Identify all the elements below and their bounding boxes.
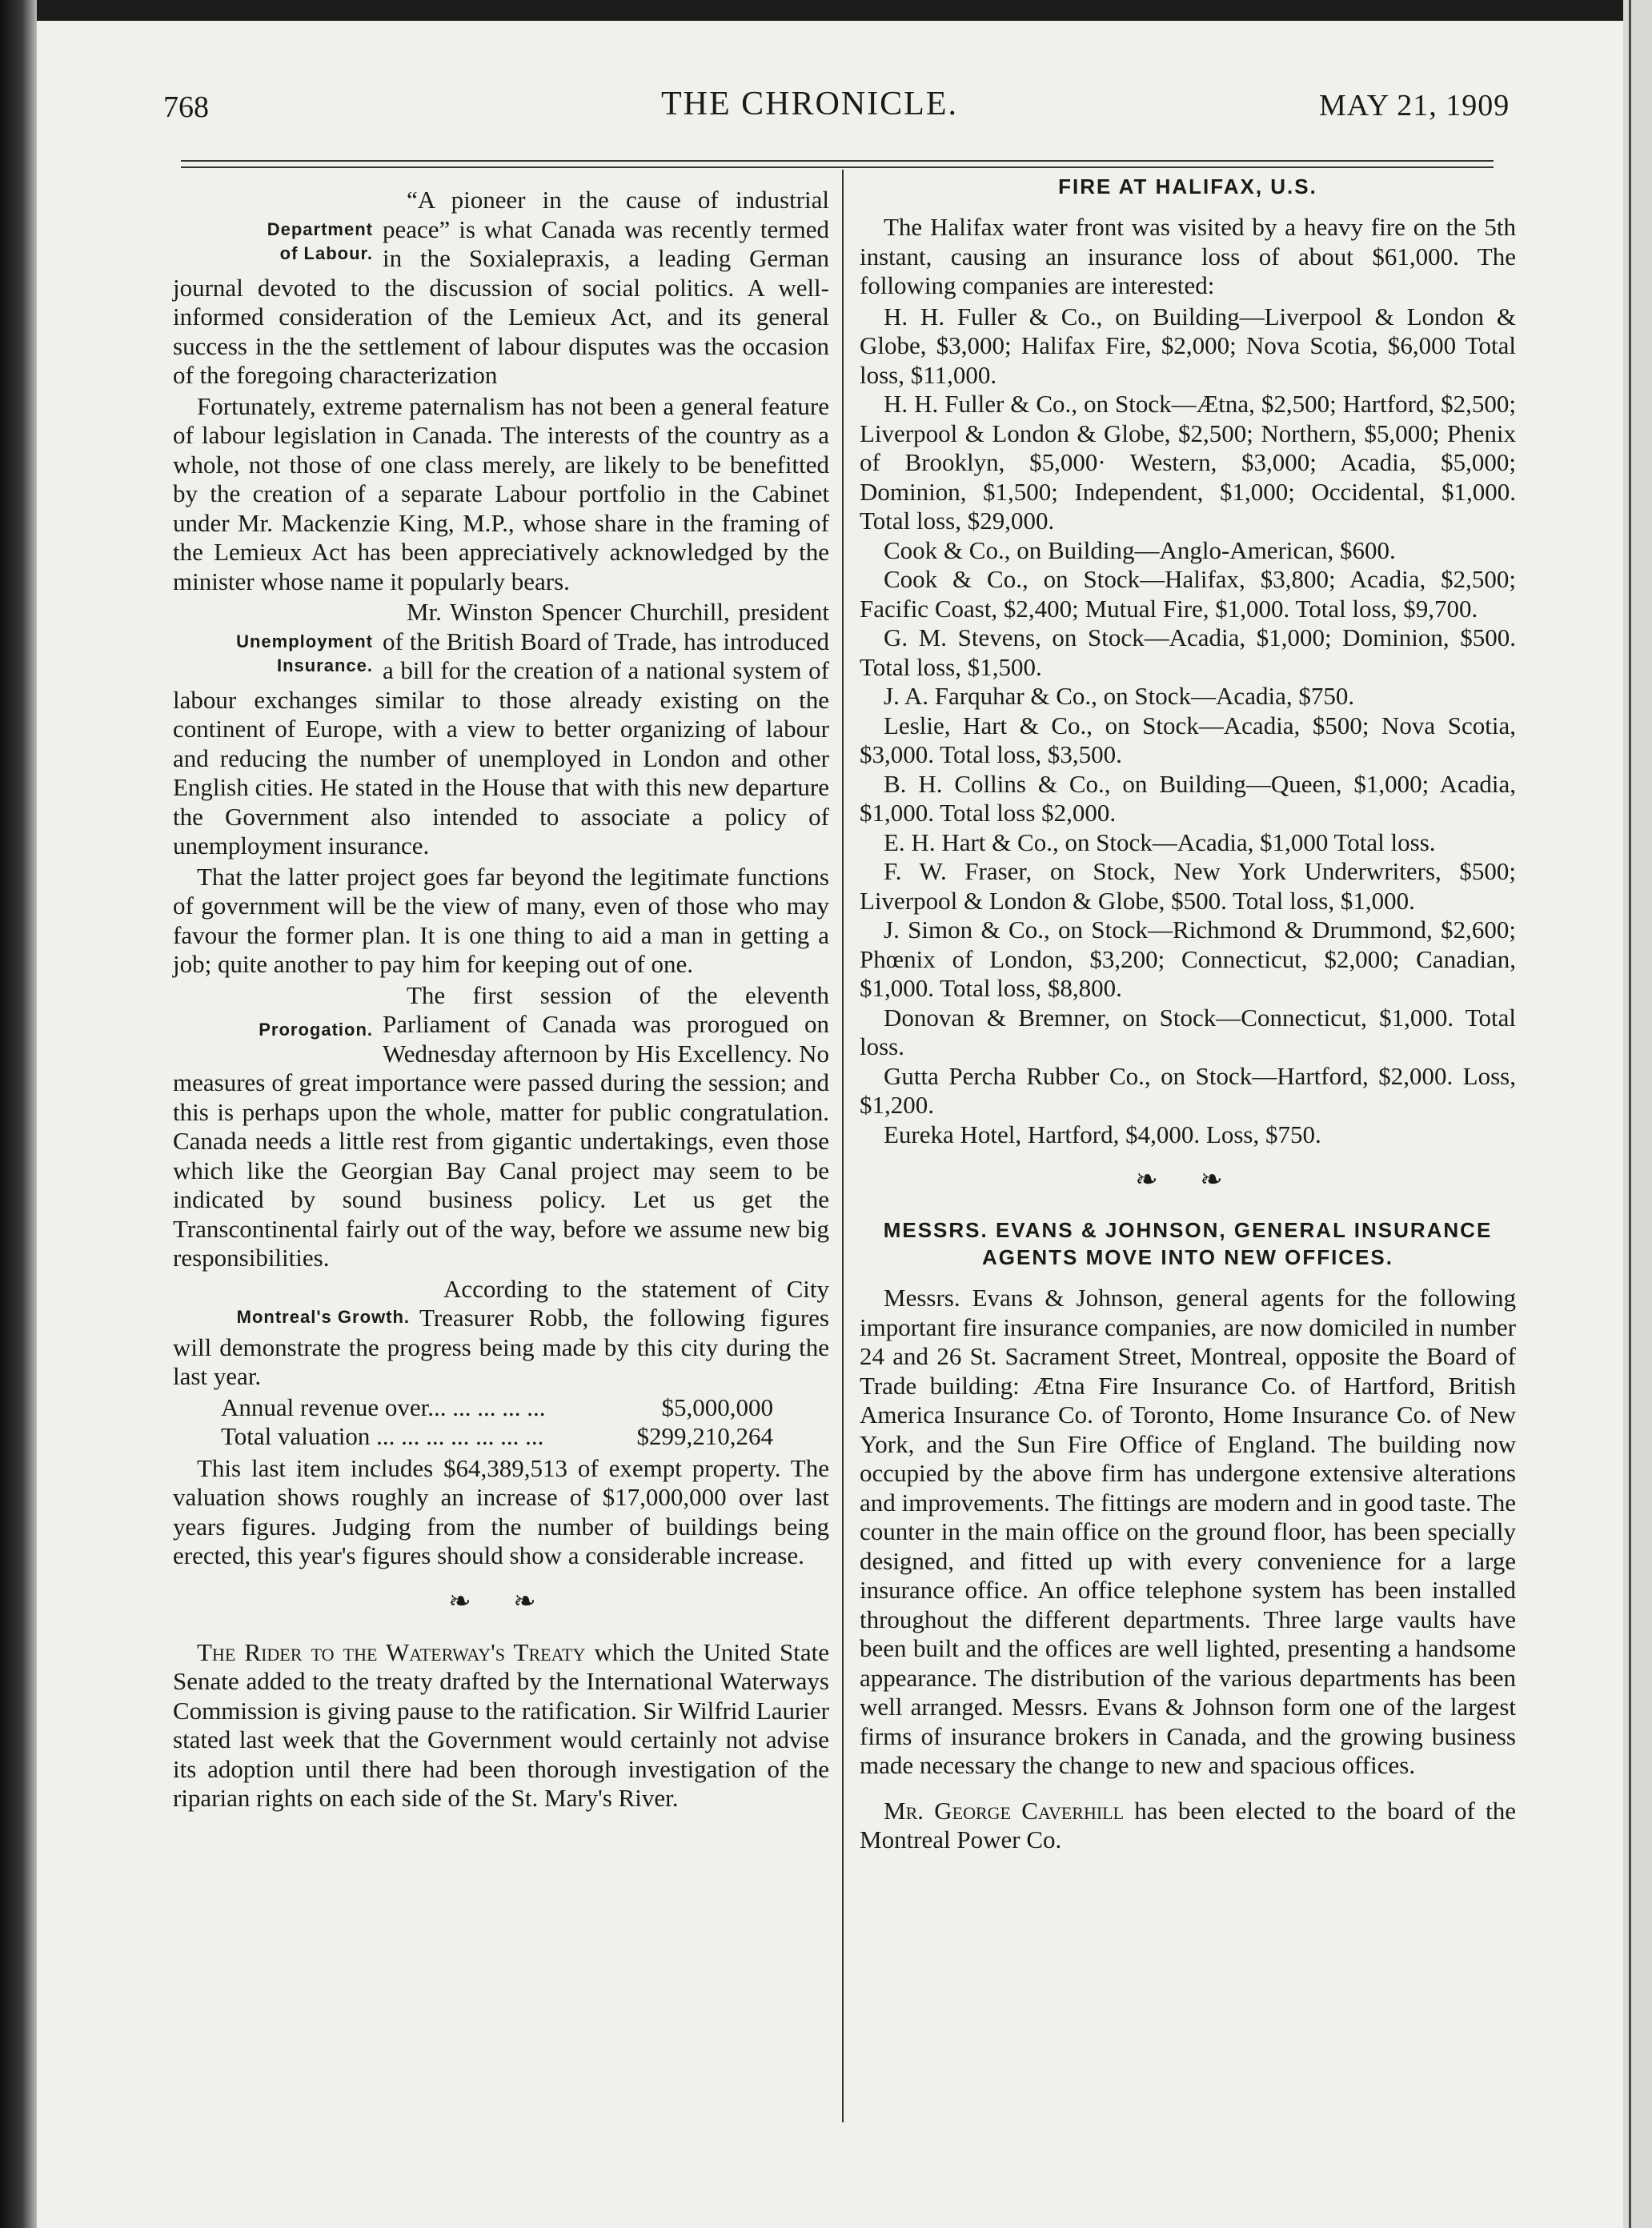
page-number: 768 [163,90,209,124]
sidenote-line: Unemployment [236,631,373,651]
sidenote-department-of-labour [173,218,373,266]
sidenote-line: Department [267,219,373,239]
article-paragraph [860,1797,1516,1855]
article-paragraph: Mr. Winston Spencer Churchill, president of the British Board of Trade, has introduced a bill for the creation of a national system of labour exchanges similar to those already existing on the continent of Europe, with a view to better organizing of labour and reducing the number of unemployed in London and other English cities. He stated in the House that with this new departure the Government also intended to associate a policy of unemployment insurance. [173,598,829,860]
headline-fire-at-halifax: FIRE AT HALIFAX, U.S. [1058,174,1317,198]
article-paragraph [173,1638,829,1813]
loss-entry: Cook & Co., on Building—Anglo-American, $600. [884,535,1396,564]
article-paragraph: Fortunately, extreme paternalism has not been a general feature of labour legislation in Canada. The interests of the country as a whole, not those of one class merely, are likely to be benefitted by the creation of a separate Labour portfolio in the Cabinet under Mr. Mackenzie King, M.P., whose share in the framing of the Lemieux Act has been appreciatively acknowledged by the minister whose name it popularly bears. [173,391,829,595]
lead-in-caps: Mr. George Caverhill [884,1796,1125,1825]
margin-rule [1629,0,1631,2228]
issue-date: MAY 21, 1909 [1319,89,1510,122]
lead-in-caps: The Rider to the Waterway's Treaty [197,1637,586,1666]
paragraph-text: which the United State Senate added to the treaty drafted by the International Waterways Commission is giving pause to the ratification. Sir Wilfrid Laurier stated last week that the Government would certainly not advise its adoption until there had been thorough investigation of the riparian rights on each side of the St. Mary's River. [173,1637,829,1812]
figure-row [221,1422,773,1451]
sidenote-montreals-growth: Montreal's Growth. [236,1306,410,1327]
loss-list [860,303,1516,1150]
section-ornament: ❧ ❧ [1135,1165,1241,1195]
sidenote-prorogation: Prorogation. [259,1019,373,1040]
header-rule [181,160,1494,168]
headline-evans-johnson: MESSRS. EVANS & JOHNSON, GENERAL INSURANCE AGENTS MOVE INTO NEW OFFICES. [883,1218,1493,1269]
loss-entry: J. Simon & Co., on Stock—Richmond & Drummond, $2,600; Phœnix of London, $3,200; Connecticut, $2,000; Canadian, $1,000. Total loss, $8,800. [860,916,1516,1002]
left-column [173,186,829,1815]
book-spine [0,0,37,2228]
loss-entry: Donovan & Bremner, on Stock—Connecticut, $1,000. Total loss. [860,1003,1516,1060]
figure-label: Total valuation ... ... ... ... ... ... ... [221,1421,544,1450]
loss-entry: Leslie, Hart & Co., on Stock—Acadia, $500; Nova Scotia, $3,000. Total loss, $3,500. [860,711,1516,768]
sidenote-unemployment-insurance [173,630,373,678]
loss-entry: J. A. Farquhar & Co., on Stock—Acadia, $750. [884,682,1355,710]
article-paragraph: The first session of the eleventh Parliament of Canada was prorogued on Wednesday afternoon by His Excellency. No measures of great importance were passed during the session; and this is perhaps upon the whole, matter for public congratulation. Canada needs a little rest from gigantic undertakings, even those which like the Georgian Bay Canal project may seem to be indicated by sound business policy. Let us get the Transcontinental fairly out of the way, before we assume new big responsibilities. [173,980,829,1272]
loss-entry: G. M. Stevens, on Stock—Acadia, $1,000; Dominion, $500. Total loss, $1,500. [860,623,1516,681]
loss-entry: H. H. Fuller & Co., on Building—Liverpool & London & Globe, $3,000; Halifax Fire, $2,000; Nova Scotia, $6,000 Total loss, $11,000. [860,302,1516,389]
page-edge [1623,0,1652,2228]
article-paragraph: This last item includes $64,389,513 of exempt property. The valuation shows roughly an increase of $17,000,000 over last years figures. Judging from the number of buildings being erected, this year's figures should show a considerable increase. [173,1453,829,1569]
article-paragraph: That the latter project goes far beyond the legitimate functions of government will be the view of many, even of those who may favour the former plan. It is one thing to aid a man in getting a job; quite another to pay him for keeping out of one. [173,862,829,978]
spacer [860,1782,1516,1797]
loss-entry: H. H. Fuller & Co., on Stock—Ætna, $2,500; Hartford, $2,500; Liverpool & London & Globe, $2,500; Northern, $5,000; Phenix of Brooklyn, $5,000· Western, $3,000; Acadia, $5,000; Dominion, $1,500; Independent, $1,000; Occidental, $1,000. Total loss, $29,000. [860,390,1516,535]
figure-label: Annual revenue over... ... ... ... ... [221,1392,546,1421]
sidenote-line: Insurance. [276,655,373,675]
page-header [37,85,1558,141]
section-ornament: ❧ ❧ [448,1586,554,1617]
loss-entry: Eureka Hotel, Hartford, $4,000. Loss, $750. [884,1120,1321,1148]
figure-value: $5,000,000 [661,1392,773,1421]
loss-entry: Cook & Co., on Stock—Halifax, $3,800; Acadia, $2,500; Facific Coast, $2,400; Mutual Fire, $1,000. Total loss, $9,700. [860,565,1516,623]
article-paragraph: Messrs. Evans & Johnson, general agents for the following important fire insurance companies, are now domiciled in number 24 and 26 St. Sacrament Street, Montreal, opposite the Board of Trade building: Ætna Fire Insurance Co. of Hartford, British America Insurance Co. of Toronto, Home Insurance Co. of New York, and the Sun Fire Office of England. The building now occupied by the above firm has undergone extensive alterations and improvements. The fittings are modern and in good taste. The counter in the main office on the ground floor, has been specially designed, and fitted up with every convenience for a large insurance office. An office telephone system has been installed throughout the different departments. Three large vaults have been built and the offices are well lighted, presenting a handsome appearance. The distribution of the various departments has been well arranged. Messrs. Evans & Johnson form one of the largest firms of insurance brokers in Canada, and the growing business made necessary the change to new and spacious offices. [860,1284,1516,1779]
figure-row [221,1393,773,1422]
figure-value: $299,210,264 [636,1421,773,1450]
loss-entry: E. H. Hart & Co., on Stock—Acadia, $1,000 Total loss. [884,827,1436,856]
newspaper-page [37,21,1623,2228]
article-paragraph: The Halifax water front was visited by a heavy fire on the 5th instant, causing an insurance loss of about $61,000. The following companies are interested: [860,213,1516,299]
column-divider [842,170,844,2122]
loss-entry: Gutta Percha Rubber Co., on Stock—Hartford, $2,000. Loss, $1,200. [860,1061,1516,1119]
article-paragraph: According to the statement of City Treasurer Robb, the following figures will demonstrate the progress being made by this city during the last year. [173,1274,829,1390]
loss-entry: B. H. Collins & Co., on Building—Queen, $1,000; Acadia, $1,000. Total loss $2,000. [860,769,1516,827]
sidenote-line: of Labour. [279,243,373,263]
paragraph-text: has been elected to the board of the Montreal Power Co. [860,1796,1516,1853]
loss-entry: F. W. Fraser, on Stock, New York Underwriters, $500; Liverpool & London & Globe, $500. Total loss, $1,000. [860,857,1516,915]
article-paragraph: “A pioneer in the cause of industrial peace” is what Canada was recently termed in the Soxialepraxis, a leading German journal devoted to the discussion of social politics. A well-informed consideration of the Lemieux Act, and its general success in the the settlement of labour disputes was the occasion of the foregoing characterization [173,186,829,389]
right-column [860,173,1516,1857]
montreal-figures [221,1393,773,1451]
journal-title: THE CHRONICLE. [661,86,958,122]
